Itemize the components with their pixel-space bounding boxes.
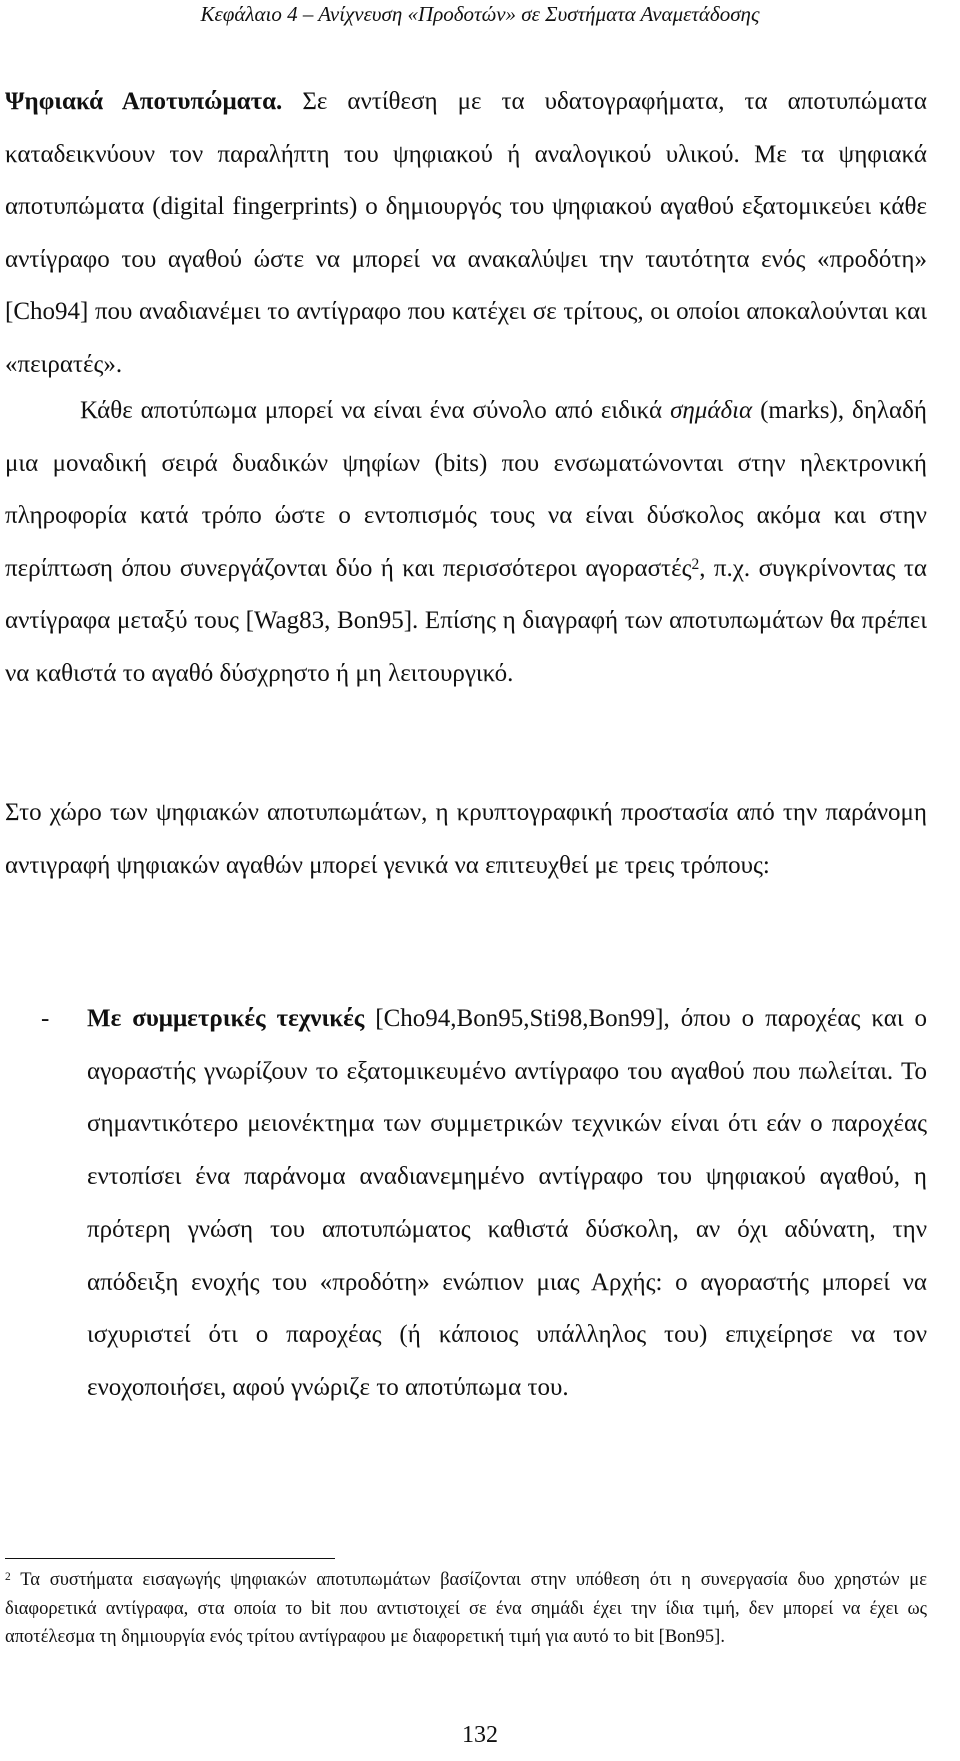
footnote-number: 2 <box>5 1570 11 1583</box>
methods-list <box>5 993 927 1415</box>
paragraph-text: Κάθε αποτύπωμα μπορεί να είναι ένα σύνολο από ειδικά <box>80 397 671 424</box>
footnote-text: Τα συστήματα εισαγωγής ψηφιακών αποτυπωμάτων βασίζονται στην υπόθεση ότι η συνεργασία δυο χρηστών με διαφορετικά αντίγραφα, στα οποία το bit που αντιστοιχεί σε ένα σημάδι έχει την ίδια τιμή, δεν μπορεί να έχει ως αποτέλεσμα τη δημιουργία ενός τρίτου αντίγραφου με διαφορετική τιμή για αυτό το bit [Bon95]. <box>5 1570 927 1647</box>
italic-term: σημάδια <box>670 397 753 424</box>
footnote-reference[interactable]: 2 <box>691 555 700 573</box>
list-item-bold-lead: Με συμμετρικές τεχνικές <box>87 1005 365 1032</box>
running-header: Κεφάλαιο 4 – Ανίχνευση «Προδοτών» σε Συστήματα Αναμετάδοσης <box>200 2 760 26</box>
paragraph-text: , π.χ. συγκρίνοντας τα αντίγραφα μεταξύ τους [Wag83, Bon95]. Επίσης η διαγραφή των αποτυπωμάτων θα πρέπει να καθιστά το αγαθό δύσχρηστο ή μη λειτουργικό. <box>5 554 928 687</box>
paragraph-digital-fingerprints <box>5 76 927 391</box>
footnote <box>5 1566 927 1652</box>
footnote-separator <box>5 1558 335 1559</box>
page-number: 132 <box>462 1722 498 1748</box>
list-item-text: [Cho94,Bon95,Sti98,Bon99], όπου ο παροχέας και ο αγοραστής γνωρίζουν το εξατομικευμένο αντίγραφο του αγαθού που πωλείται. Το σημαντικότερο μειονέκτημα των συμμετρικών τεχνικών είναι ότι εάν ο παροχέας εντοπίσει ένα παράνομα αναδιανεμημένο αντίγραφο του ψηφιακού αγαθού, η πρότερη γνώση του αποτυπώματος καθιστά δύσκολη, αν όχι αδύνατη, την απόδειξη ενοχής του «προδότη» ενώπιον μιας Αρχής: ο αγοραστής μπορεί να ισχυριστεί ότι ο παροχέας (ή κάποιος υπάλληλος του) επιχείρησε να τον ενοχοποιήσει, αφού γνώριζε το αποτύπωμα του. <box>87 1005 927 1401</box>
list-dash: - <box>41 1005 50 1032</box>
paragraph-text: (marks), δηλαδή μια μοναδική σειρά δυαδικών ψηφίων (bits) που ενσωματώνονται στην ηλεκτρονική πληροφορία κατά τρόπο ώστε ο εντοπισμός τους να είναι δύσκολος ακόμα και στην περίπτωση όπου συνεργάζονται δύο ή και περισσότεροι αγοραστές <box>5 397 927 582</box>
paragraph-marks <box>5 385 927 700</box>
paragraph-bold-lead: Ψηφιακά Αποτυπώματα. <box>5 88 283 115</box>
list-item <box>5 993 927 1415</box>
paragraph-protection-methods: Στο χώρο των ψηφιακών αποτυπωμάτων, η κρυπτογραφική προστασία από την παράνομη αντιγραφή ψηφιακών αγαθών μπορεί γενικά να επιτευχθεί με τρεις τρόπους: <box>5 799 927 879</box>
paragraph-text: Σε αντίθεση με τα υδατογραφήματα, τα αποτυπώματα καταδεικνύουν τον παραλήπτη του ψηφιακού ή αναλογικού υλικού. Με τα ψηφιακά αποτυπώματα (digital fingerprints) ο δημιουργός του ψηφιακού αγαθού εξατομικεύει κάθε αντίγραφο του αγαθού ώστε να μπορεί να ανακαλύψει την ταυτότητα ενός «προδότη» [Cho94] που αναδιανέμει το αντίγραφο που κατέχει σε τρίτους, οι οποίοι αποκαλούνται και «πειρατές». <box>5 88 927 378</box>
